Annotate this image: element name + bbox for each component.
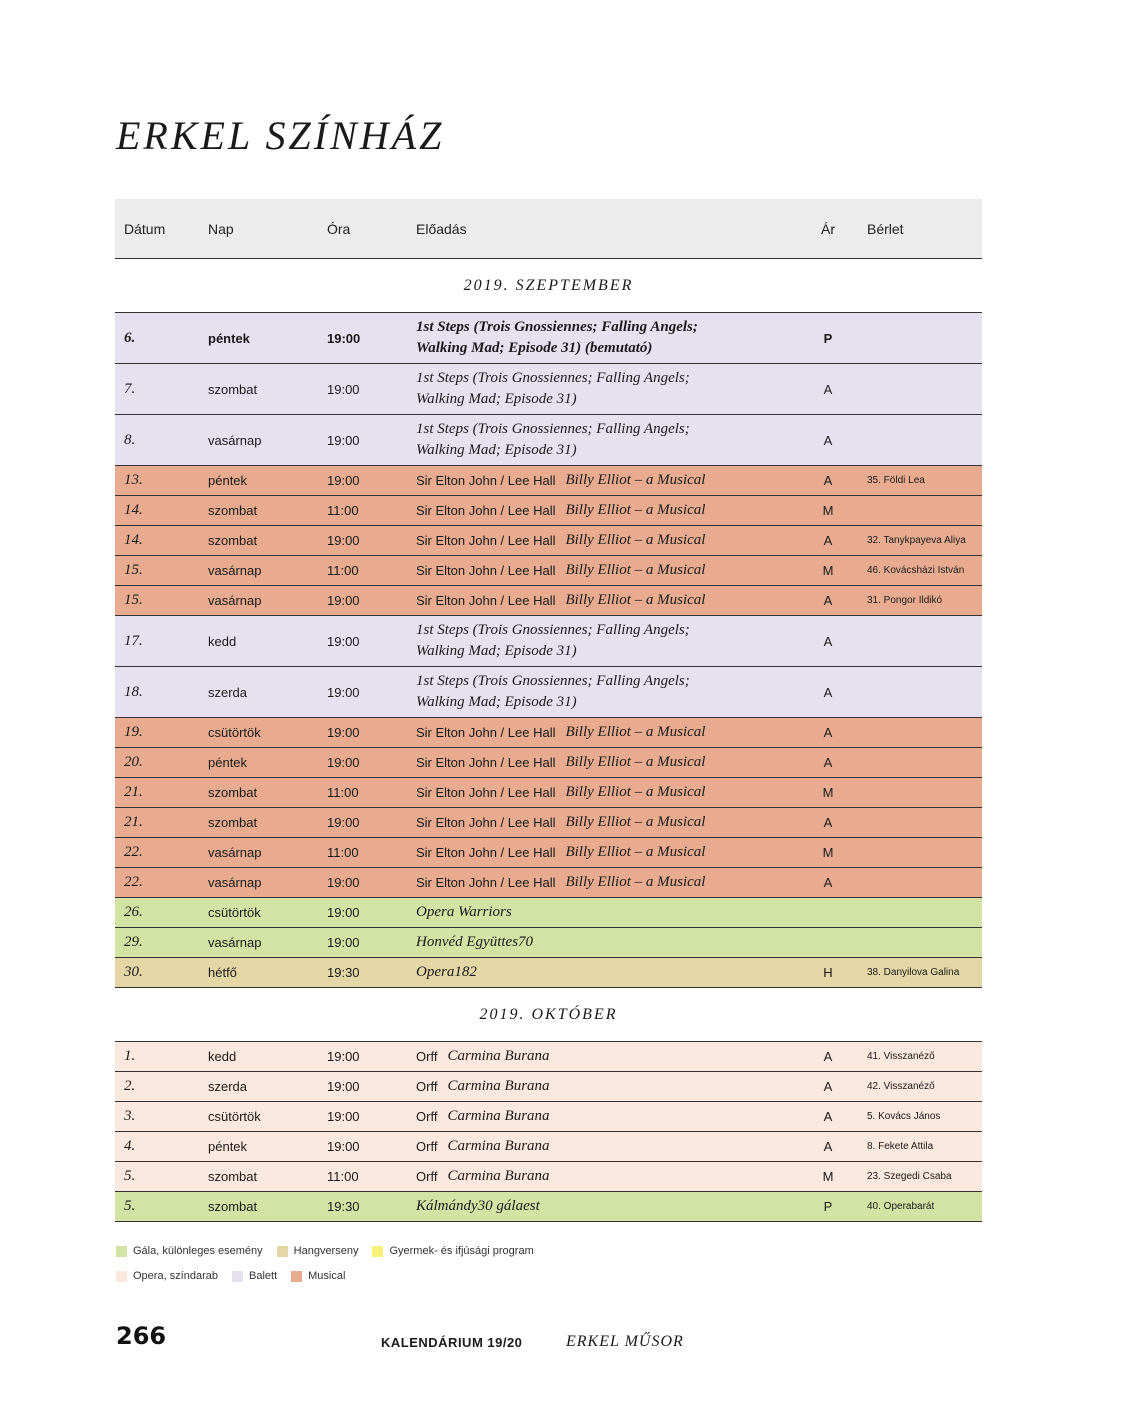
- event-composer: Sir Elton John / Lee Hall: [416, 563, 556, 578]
- event-price: A: [823, 473, 833, 488]
- event-price: A: [823, 684, 833, 700]
- event-time: 19:00: [327, 725, 360, 740]
- event-performance: [416, 748, 705, 777]
- event-title: Carmina Burana: [447, 1048, 550, 1064]
- event-composer: Sir Elton John / Lee Hall: [416, 473, 556, 488]
- legend-label: Opera, színdarab: [133, 1270, 218, 1282]
- event-price: A: [823, 1079, 833, 1094]
- event-day: kedd: [208, 633, 237, 649]
- event-performance: [416, 958, 477, 987]
- event-price: P: [823, 1199, 833, 1214]
- event-pass: 35. Földi Lea: [867, 475, 925, 486]
- event-composer: Orff: [416, 1049, 438, 1064]
- event-price: M: [822, 563, 834, 578]
- table-row: [115, 415, 982, 466]
- event-pass: 32. Tanykpayeva Aliya: [867, 535, 966, 546]
- event-performance: [416, 667, 690, 717]
- event-performance: [416, 838, 705, 867]
- table-row: [115, 808, 982, 838]
- table-row: [115, 667, 982, 718]
- event-time: 19:00: [327, 473, 360, 488]
- event-title: Opera Warriors: [416, 904, 512, 920]
- event-date: 19.: [124, 724, 143, 740]
- event-price: A: [823, 1109, 833, 1124]
- event-pass: 5. Kovács János: [867, 1111, 941, 1122]
- event-date: 22.: [124, 874, 143, 890]
- legend-label: Gála, különleges esemény: [133, 1245, 263, 1257]
- event-performance: [416, 313, 698, 363]
- legend-label: Musical: [308, 1270, 346, 1282]
- event-price: [821, 898, 835, 927]
- event-date: 22.: [124, 844, 143, 860]
- event-price: A: [823, 432, 833, 448]
- event-price: A: [823, 633, 833, 649]
- legend-label: Balett: [249, 1270, 278, 1282]
- event-day: vasárnap: [208, 935, 262, 950]
- event-composer: Sir Elton John / Lee Hall: [416, 875, 556, 890]
- event-title: 1st Steps (Trois Gnossiennes; Falling Angels; Walking Mad; Episode 31): [416, 421, 690, 458]
- event-day: kedd: [208, 1049, 237, 1064]
- event-date: 1.: [124, 1048, 136, 1064]
- legend-label: Hangverseny: [293, 1245, 359, 1257]
- event-day: péntek: [208, 473, 248, 488]
- event-day: szombat: [208, 503, 258, 518]
- legend-item-ballet: [232, 1270, 277, 1282]
- header-performance: Előadás: [416, 220, 467, 237]
- event-title: Carmina Burana: [447, 1138, 550, 1154]
- event-price: [821, 928, 835, 957]
- event-composer: Orff: [416, 1139, 438, 1154]
- event-pass: 31. Pongor Ildikó: [867, 595, 943, 606]
- event-performance: [416, 556, 705, 585]
- event-date: 4.: [124, 1138, 136, 1154]
- event-time: 19:30: [327, 1199, 360, 1214]
- event-day: csütörtök: [208, 905, 261, 920]
- event-performance: [416, 718, 705, 747]
- event-date: 20.: [124, 754, 143, 770]
- event-title: Billy Elliot – a Musical: [565, 784, 706, 800]
- month-heading: 2019. SZEPTEMBER: [115, 259, 982, 313]
- event-performance: [416, 1102, 550, 1131]
- publication-name: KALENDÁRIUM 19/20: [381, 1335, 523, 1350]
- event-time: 19:00: [327, 381, 360, 397]
- event-day: péntek: [208, 1139, 248, 1154]
- event-composer: Orff: [416, 1079, 438, 1094]
- event-performance: [416, 778, 705, 807]
- table-row: [115, 1072, 982, 1102]
- event-title: Kálmándy30 gálaest: [416, 1198, 540, 1214]
- event-performance: [416, 1192, 540, 1221]
- legend-line: [116, 1242, 548, 1260]
- table-row: [115, 526, 982, 556]
- legend-item-gala: [116, 1245, 263, 1257]
- event-day: szombat: [208, 785, 258, 800]
- legend-item-opera: [116, 1270, 218, 1282]
- event-title: Billy Elliot – a Musical: [565, 874, 706, 890]
- event-time: 19:00: [327, 935, 360, 950]
- legend-item-musical: [291, 1270, 345, 1282]
- event-price: A: [823, 1139, 833, 1154]
- table-row: [115, 1132, 982, 1162]
- page-number: 266: [116, 1322, 167, 1350]
- month-heading: 2019. OKTÓBER: [115, 988, 982, 1042]
- event-time: 19:00: [327, 330, 361, 346]
- event-date: 15.: [124, 592, 143, 608]
- event-day: vasárnap: [208, 432, 262, 448]
- event-composer: Sir Elton John / Lee Hall: [416, 815, 556, 830]
- event-time: 19:00: [327, 1049, 360, 1064]
- event-title: Honvéd Együttes70: [416, 934, 534, 950]
- table-row: [115, 718, 982, 748]
- event-performance: [416, 1072, 550, 1101]
- legend-swatch: [372, 1246, 383, 1257]
- event-date: 14.: [124, 502, 143, 518]
- event-time: 11:00: [327, 785, 359, 800]
- event-time: 19:00: [327, 1139, 360, 1154]
- event-time: 19:00: [327, 815, 360, 830]
- event-title: 1st Steps (Trois Gnossiennes; Falling Angels; Walking Mad; Episode 31): [416, 673, 690, 710]
- event-time: 19:00: [327, 1079, 360, 1094]
- event-date: 8.: [124, 431, 136, 448]
- event-date: 18.: [124, 683, 143, 700]
- header-day: Nap: [208, 220, 234, 237]
- event-title: Carmina Burana: [447, 1108, 550, 1124]
- event-day: szerda: [208, 684, 248, 700]
- event-time: 11:00: [327, 563, 359, 578]
- schedule-table: [115, 199, 982, 1222]
- event-performance: [416, 868, 705, 897]
- table-row: [115, 838, 982, 868]
- event-price: A: [823, 725, 833, 740]
- months-container: [115, 259, 982, 1222]
- event-price: M: [822, 845, 834, 860]
- event-time: 19:00: [327, 905, 360, 920]
- event-pass: 38. Danyilova Galina: [867, 967, 960, 978]
- legend-swatch: [116, 1271, 127, 1282]
- event-title: 1st Steps (Trois Gnossiennes; Falling Angels; Walking Mad; Episode 31): [416, 622, 690, 659]
- header-time: Óra: [327, 220, 351, 237]
- event-day: vasárnap: [208, 563, 262, 578]
- table-row: [115, 1102, 982, 1132]
- event-pass: 8. Fekete Attila: [867, 1141, 934, 1152]
- table-row: [115, 556, 982, 586]
- event-price: A: [823, 875, 833, 890]
- event-title: 1st Steps (Trois Gnossiennes; Falling Angels; Walking Mad; Episode 31): [416, 370, 690, 407]
- event-composer: Orff: [416, 1169, 438, 1184]
- event-date: 6.: [124, 329, 136, 346]
- event-date: 7.: [124, 380, 136, 397]
- legend-item-children: [372, 1245, 533, 1257]
- event-composer: Sir Elton John / Lee Hall: [416, 725, 556, 740]
- table-row: [115, 364, 982, 415]
- table-row: [115, 868, 982, 898]
- event-day: hétfő: [208, 965, 237, 980]
- event-time: 19:00: [327, 533, 360, 548]
- event-price: M: [822, 785, 834, 800]
- event-title: Billy Elliot – a Musical: [565, 472, 706, 488]
- legend-swatch: [232, 1271, 243, 1282]
- event-composer: Sir Elton John / Lee Hall: [416, 785, 556, 800]
- event-title: Opera182: [416, 964, 477, 980]
- event-price: A: [823, 533, 833, 548]
- event-day: szombat: [208, 533, 258, 548]
- event-date: 21.: [124, 784, 143, 800]
- event-performance: [416, 415, 690, 465]
- table-row: [115, 1162, 982, 1192]
- event-time: 19:00: [327, 755, 360, 770]
- event-time: 11:00: [327, 1169, 359, 1184]
- event-title: Billy Elliot – a Musical: [565, 592, 706, 608]
- event-performance: [416, 808, 705, 837]
- legend-swatch: [291, 1271, 302, 1282]
- event-time: 19:00: [327, 633, 360, 649]
- event-title: Billy Elliot – a Musical: [565, 754, 706, 770]
- event-date: 14.: [124, 532, 143, 548]
- event-date: 26.: [124, 904, 143, 920]
- event-composer: Orff: [416, 1109, 438, 1124]
- event-performance: [416, 898, 512, 927]
- event-performance: [416, 1042, 550, 1071]
- event-pass: 23. Szegedi Csaba: [867, 1171, 952, 1182]
- event-day: szombat: [208, 815, 258, 830]
- header-price: Ár: [821, 220, 835, 237]
- event-pass: 46. Kovácsházi István: [867, 565, 965, 576]
- event-performance: [416, 364, 690, 414]
- event-price: A: [823, 1049, 833, 1064]
- event-date: 29.: [124, 934, 143, 950]
- legend: [116, 1242, 548, 1292]
- event-date: 2.: [124, 1078, 136, 1094]
- event-day: szombat: [208, 381, 258, 397]
- event-composer: Sir Elton John / Lee Hall: [416, 503, 556, 518]
- table-row: [115, 466, 982, 496]
- event-pass: 42. Visszanéző: [867, 1081, 935, 1092]
- event-title: Billy Elliot – a Musical: [565, 724, 706, 740]
- event-title: Billy Elliot – a Musical: [565, 532, 706, 548]
- table-row: [115, 928, 982, 958]
- table-row: [115, 1192, 982, 1222]
- table-header: [115, 199, 982, 259]
- event-date: 30.: [124, 964, 143, 980]
- table-row: [115, 313, 982, 364]
- event-composer: Sir Elton John / Lee Hall: [416, 533, 556, 548]
- event-title: 1st Steps (Trois Gnossiennes; Falling Angels; Walking Mad; Episode 31) (bemutató): [416, 319, 698, 356]
- event-price: M: [822, 503, 834, 518]
- event-price: A: [823, 815, 833, 830]
- event-pass: 41. Visszanéző: [867, 1051, 935, 1062]
- event-performance: [416, 1162, 550, 1191]
- event-date: 13.: [124, 472, 143, 488]
- legend-swatch: [277, 1246, 288, 1257]
- header-date: Dátum: [124, 220, 166, 237]
- event-title: Billy Elliot – a Musical: [565, 502, 706, 518]
- event-price: A: [823, 381, 833, 397]
- event-day: vasárnap: [208, 845, 262, 860]
- event-time: 19:30: [327, 965, 360, 980]
- event-day: vasárnap: [208, 875, 262, 890]
- event-day: vasárnap: [208, 593, 262, 608]
- event-price: H: [823, 965, 833, 980]
- event-price: A: [823, 755, 833, 770]
- legend-swatch: [116, 1246, 127, 1257]
- event-price: A: [823, 593, 833, 608]
- event-time: 19:00: [327, 684, 360, 700]
- event-pass: 40. Operabarát: [867, 1201, 935, 1212]
- event-performance: [416, 586, 705, 615]
- legend-line: [116, 1267, 548, 1285]
- event-day: csütörtök: [208, 725, 261, 740]
- event-day: szombat: [208, 1199, 258, 1214]
- table-row: [115, 958, 982, 988]
- event-title: Carmina Burana: [447, 1168, 550, 1184]
- event-performance: [416, 526, 705, 555]
- event-time: 11:00: [327, 845, 359, 860]
- event-day: szombat: [208, 1169, 258, 1184]
- legend-item-concert: [277, 1245, 359, 1257]
- event-performance: [416, 466, 705, 495]
- event-performance: [416, 928, 533, 957]
- event-time: 19:00: [327, 875, 360, 890]
- legend-label: Gyermek- és ifjúsági program: [389, 1245, 534, 1257]
- table-row: [115, 1042, 982, 1072]
- event-price: M: [822, 1169, 834, 1184]
- event-time: 19:00: [327, 593, 360, 608]
- event-time: 19:00: [327, 1109, 360, 1124]
- event-performance: [416, 616, 690, 666]
- section-name: ERKEL MŰSOR: [566, 1333, 684, 1350]
- table-row: [115, 778, 982, 808]
- event-day: péntek: [208, 755, 248, 770]
- event-time: 11:00: [327, 503, 359, 518]
- event-day: péntek: [208, 330, 250, 346]
- event-performance: [416, 496, 705, 525]
- event-date: 5.: [124, 1198, 136, 1214]
- table-row: [115, 496, 982, 526]
- event-composer: Sir Elton John / Lee Hall: [416, 593, 556, 608]
- table-row: [115, 616, 982, 667]
- event-date: 5.: [124, 1168, 136, 1184]
- event-price: P: [823, 330, 833, 346]
- event-title: Billy Elliot – a Musical: [565, 814, 706, 830]
- table-row: [115, 586, 982, 616]
- header-pass: Bérlet: [867, 220, 904, 237]
- event-day: szerda: [208, 1079, 248, 1094]
- table-row: [115, 748, 982, 778]
- event-day: csütörtök: [208, 1109, 261, 1124]
- event-date: 3.: [124, 1108, 136, 1124]
- event-performance: [416, 1132, 550, 1161]
- event-title: Billy Elliot – a Musical: [565, 562, 706, 578]
- event-title: Carmina Burana: [447, 1078, 550, 1094]
- event-date: 15.: [124, 562, 143, 578]
- table-row: [115, 898, 982, 928]
- event-title: Billy Elliot – a Musical: [565, 844, 706, 860]
- page-title: ERKEL SZÍNHÁZ: [116, 113, 445, 158]
- event-composer: Sir Elton John / Lee Hall: [416, 755, 556, 770]
- event-date: 17.: [124, 632, 143, 649]
- event-composer: Sir Elton John / Lee Hall: [416, 845, 556, 860]
- event-date: 21.: [124, 814, 143, 830]
- event-time: 19:00: [327, 432, 360, 448]
